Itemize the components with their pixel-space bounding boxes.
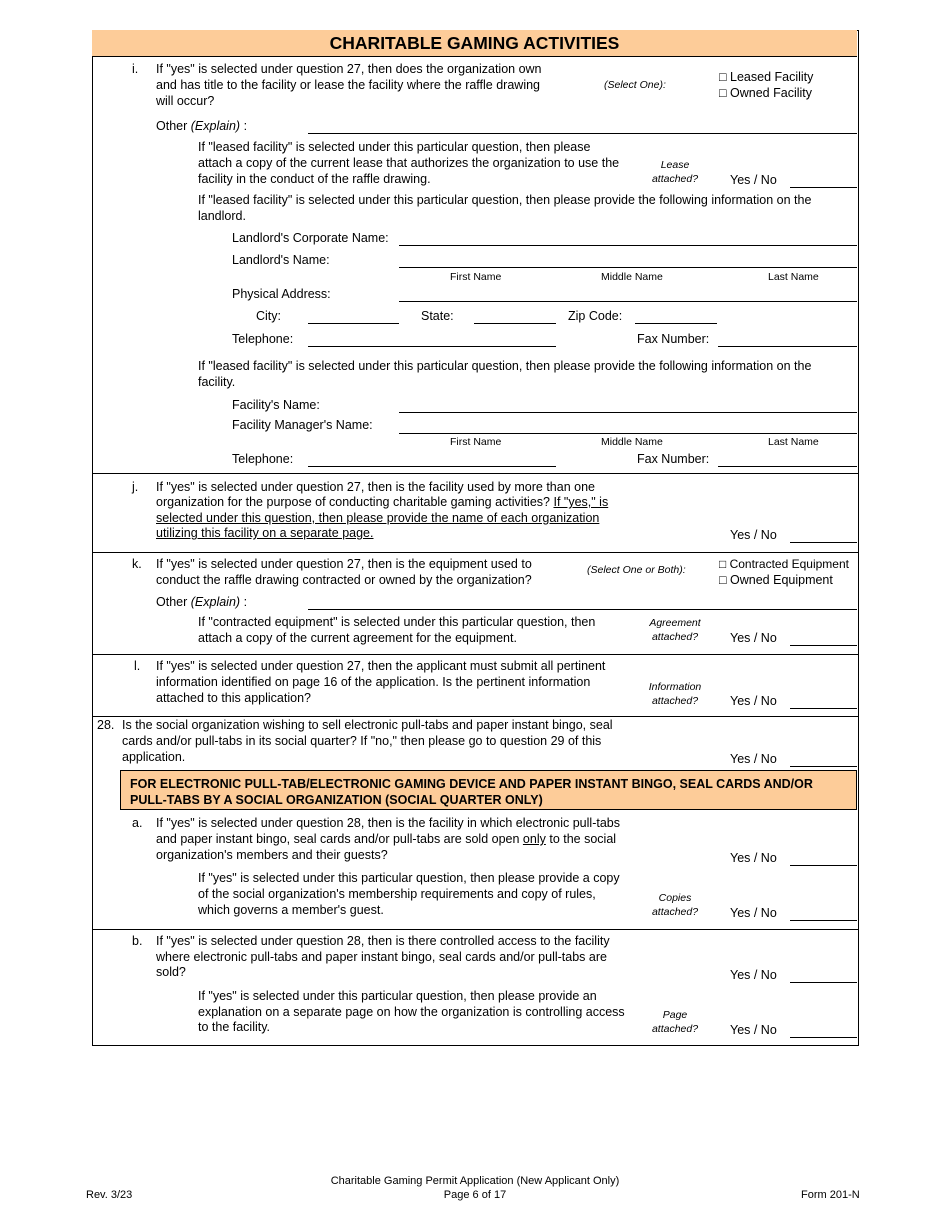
city-label: City: [256, 309, 281, 323]
lease-instruction-line2: attach a copy of the current lease that authorizes the organization to use the [198, 156, 620, 170]
question-j-text-line3: selected under this question, then please provide the name of each organization [156, 511, 600, 525]
banner-line1: FOR ELECTRONIC PULL-TAB/ELECTRONIC GAMING DEVICE AND PAPER INSTANT BINGO, SEAL CARDS AND/OR [130, 777, 813, 791]
facility-fax-label: Fax Number: [637, 452, 710, 466]
facility-name-label: Facility's Name: [232, 398, 320, 412]
question-letter-k: k. [132, 557, 142, 571]
agreement-attached-label: Agreement attached? [649, 617, 701, 643]
divider [92, 552, 859, 553]
question-j-text-line4: utilizing this facility on a separate page. [156, 526, 374, 540]
facility-telephone-field[interactable] [308, 466, 556, 467]
lease-yes-no: Yes / No [730, 173, 777, 187]
state-label: State: [421, 309, 454, 323]
manager-first-name-caption: First Name [450, 436, 502, 448]
question-j-text-line1: If "yes" is selected under question 27, then is the facility used by more than one [156, 480, 595, 494]
question-a-text-line2: and paper instant bingo, seal cards and/or pull-tabs are sold open only to the social [156, 832, 617, 846]
copies-yes-no: Yes / No [730, 906, 777, 920]
lease-instruction-line1: If "leased facility" is selected under this particular question, then please [198, 140, 591, 154]
membership-instruction-line1: If "yes" is selected under this particular question, then please provide a copy [198, 871, 620, 885]
copies-answer-field[interactable] [790, 920, 857, 921]
landlord-middle-name-caption: Middle Name [601, 271, 663, 283]
question-a-answer-field[interactable] [790, 865, 857, 866]
question-28-text-line2: cards and/or pull-tabs in its social quarter? If "no," then please go to question 29 of this [122, 734, 602, 748]
contract-instruction-line2: attach a copy of the current agreement for the equipment. [198, 631, 517, 645]
question-b-text-line3: sold? [156, 965, 186, 979]
leased-facility-checkbox[interactable]: □ Leased Facility [719, 70, 814, 84]
landlord-fax-label: Fax Number: [637, 332, 710, 346]
question-a-yes-no: Yes / No [730, 851, 777, 865]
manager-last-name-caption: Last Name [768, 436, 819, 448]
lease-instruction-line3: facility in the conduct of the raffle drawing. [198, 172, 431, 186]
physical-address-label: Physical Address: [232, 287, 331, 301]
question-28-text-line3: application. [122, 750, 186, 764]
facility-fax-field[interactable] [718, 466, 857, 467]
question-b-text-line1: If "yes" is selected under question 28, then is there controlled access to the facility [156, 934, 610, 948]
question-a-text-line3: organization's members and their guests? [156, 848, 388, 862]
access-instruction-line1: If "yes" is selected under this particular question, then please provide an [198, 989, 597, 1003]
question-i-text-line2: and has title to the facility or lease the facility where the raffle drawing [156, 78, 541, 92]
copies-attached-label: Copies attached? [651, 892, 699, 918]
other-explain-label: Other (Explain) : [156, 119, 248, 133]
agreement-answer-field[interactable] [790, 645, 857, 646]
landlord-name-label: Landlord's Name: [232, 253, 330, 267]
select-one-or-both-hint: (Select One or Both): [587, 564, 686, 576]
footer-form-number: Form 201-N [801, 1189, 860, 1201]
question-l-text-line2: information identified on page 16 of the application. Is the pertinent information [156, 675, 591, 689]
section-title: CHARITABLE GAMING ACTIVITIES [92, 30, 857, 57]
footer-revision: Rev. 3/23 [86, 1189, 133, 1201]
question-l-text-line1: If "yes" is selected under question 27, then the applicant must submit all pertinent [156, 659, 606, 673]
question-28-text-line1: Is the social organization wishing to sell electronic pull-tabs and paper instant bingo, seal [122, 718, 613, 732]
lease-answer-field[interactable] [790, 187, 857, 188]
question-28-answer-field[interactable] [790, 766, 857, 767]
other-explain-label-k: Other (Explain) : [156, 595, 248, 609]
owned-equipment-checkbox[interactable]: □ Owned Equipment [719, 573, 833, 587]
question-l-text-line3: attached to this application? [156, 691, 311, 705]
state-field[interactable] [474, 323, 556, 324]
question-k-text-line1: If "yes" is selected under question 27, then is the equipment used to [156, 557, 532, 571]
contracted-equipment-checkbox[interactable]: □ Contracted Equipment [719, 557, 849, 571]
facility-manager-name-label: Facility Manager's Name: [232, 418, 373, 432]
facility-intro-line1: If "leased facility" is selected under this particular question, then please provide the following information on the [198, 359, 812, 373]
landlord-last-name-caption: Last Name [768, 271, 819, 283]
facility-intro-line2: facility. [198, 375, 236, 389]
question-b-yes-no: Yes / No [730, 968, 777, 982]
question-l-yes-no: Yes / No [730, 694, 777, 708]
landlord-first-name-caption: First Name [450, 271, 502, 283]
access-instruction-line3: to the facility. [198, 1020, 271, 1034]
question-letter-a: a. [132, 816, 143, 830]
banner-line2: PULL-TABS BY A SOCIAL ORGANIZATION (SOCIAL QUARTER ONLY) [130, 793, 543, 807]
footer-title: Charitable Gaming Permit Application (New Applicant Only) [330, 1175, 620, 1187]
other-explain-field-k[interactable] [308, 609, 857, 610]
social-quarter-banner [120, 770, 857, 810]
question-i-text-line3: will occur? [156, 94, 215, 108]
question-letter-b: b. [132, 934, 143, 948]
landlord-corporate-name-field[interactable] [399, 245, 857, 246]
question-letter-j: j. [132, 480, 139, 494]
question-a-text-line1: If "yes" is selected under question 28, then is the facility in which electronic pull-tabs [156, 816, 620, 830]
landlord-fax-field[interactable] [718, 346, 857, 347]
divider [92, 473, 859, 474]
lease-attached-label: Lease attached? [651, 159, 699, 185]
question-k-text-line2: conduct the raffle drawing contracted or owned by the organization? [156, 573, 532, 587]
agreement-yes-no: Yes / No [730, 631, 777, 645]
owned-facility-checkbox[interactable]: □ Owned Facility [719, 86, 812, 100]
select-one-hint: (Select One): [604, 79, 666, 91]
landlord-telephone-label: Telephone: [232, 332, 294, 346]
question-number-28: 28. [97, 718, 115, 732]
physical-address-field[interactable] [399, 301, 857, 302]
membership-instruction-line3: which governs a member's guest. [198, 903, 384, 917]
page-attached-yes-no: Yes / No [730, 1023, 777, 1037]
manager-middle-name-caption: Middle Name [601, 436, 663, 448]
question-j-answer-field[interactable] [790, 542, 857, 543]
page-attached-label: Page attached? [651, 1009, 699, 1035]
divider [92, 654, 859, 655]
footer-page-number: Page 6 of 17 [443, 1189, 507, 1201]
facility-telephone-label: Telephone: [232, 452, 294, 466]
question-letter-i: i. [132, 62, 139, 76]
landlord-name-field[interactable] [399, 267, 857, 268]
page-attached-answer-field[interactable] [790, 1037, 857, 1038]
question-i-text-line1: If "yes" is selected under question 27, then does the organization own [156, 62, 542, 76]
question-letter-l: l. [134, 659, 141, 673]
zip-code-field[interactable] [635, 323, 717, 324]
landlord-intro-line1: If "leased facility" is selected under this particular question, then please provide the following information on the [198, 193, 812, 207]
information-attached-label: Information attached? [648, 681, 702, 707]
question-j-yes-no: Yes / No [730, 528, 777, 542]
landlord-corporate-name-label: Landlord's Corporate Name: [232, 231, 389, 245]
facility-name-field[interactable] [399, 412, 857, 413]
landlord-intro-line2: landlord. [198, 209, 246, 223]
access-instruction-line2: explanation on a separate page on how the organization is controlling access [198, 1005, 625, 1019]
zip-code-label: Zip Code: [568, 309, 623, 323]
question-b-text-line2: where electronic pull-tabs and paper instant bingo, seal cards and/or pull-tabs are [156, 950, 607, 964]
other-explain-field-i[interactable] [308, 133, 857, 134]
question-l-answer-field[interactable] [790, 708, 857, 709]
question-b-answer-field[interactable] [790, 982, 857, 983]
question-28-yes-no: Yes / No [730, 752, 777, 766]
membership-instruction-line2: of the social organization's membership requirements and copy of rules, [198, 887, 596, 901]
contract-instruction-line1: If "contracted equipment" is selected under this particular question, then [198, 615, 596, 629]
divider [92, 929, 859, 930]
question-j-text-line2: organization for the purpose of conducting charitable gaming activities? If "yes," is [156, 495, 609, 509]
city-field[interactable] [308, 323, 399, 324]
landlord-telephone-field[interactable] [308, 346, 556, 347]
